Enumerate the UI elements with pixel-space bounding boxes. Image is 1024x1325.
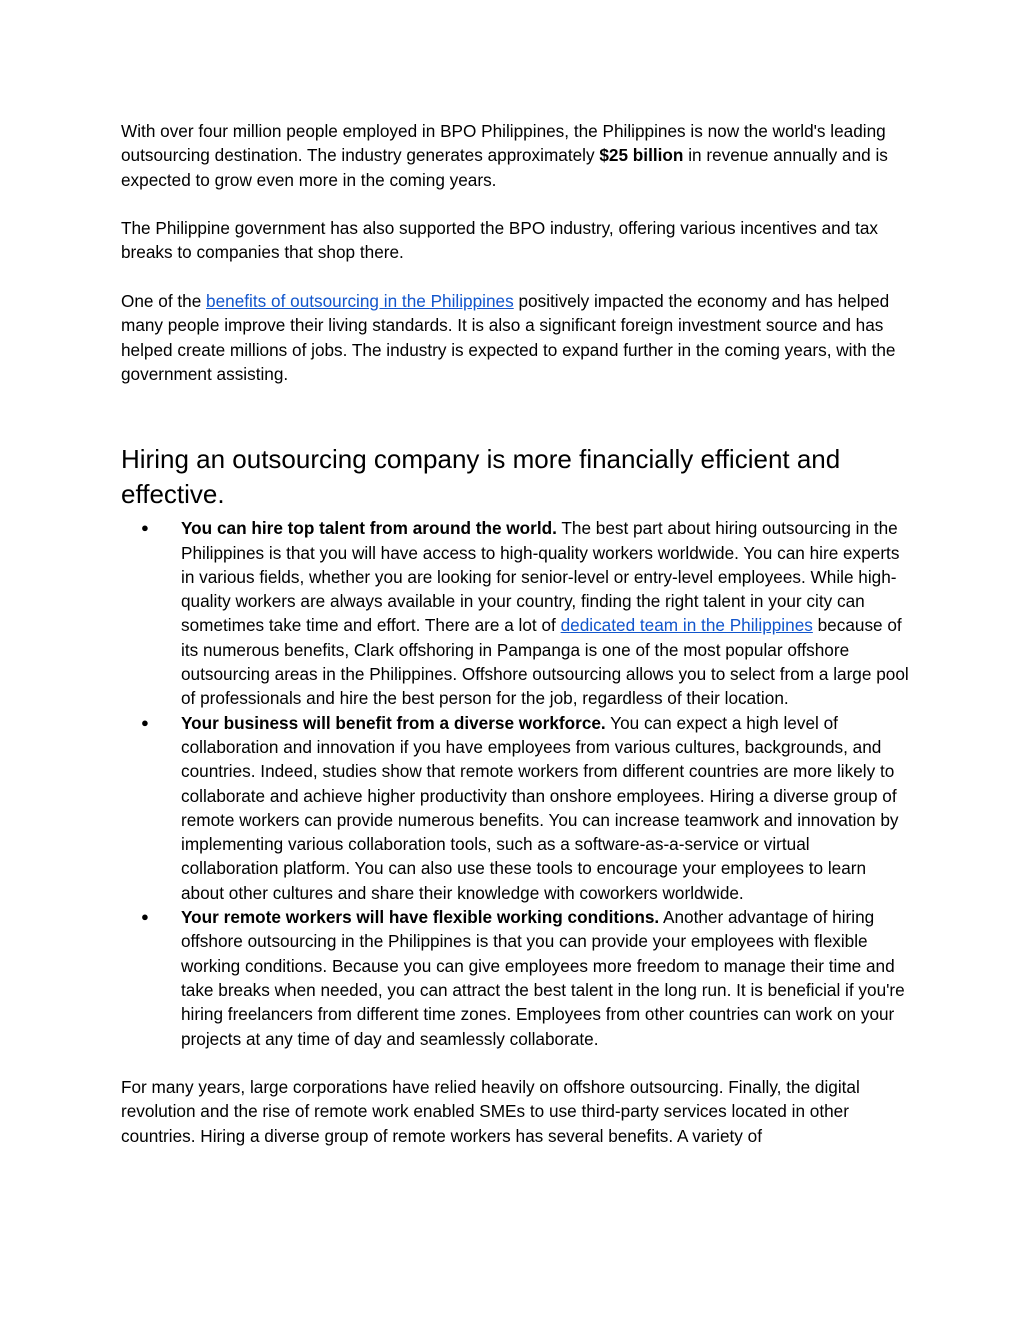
list-item-text: The best part about hiring outsourcing in the Philippines is that you will have access to high-quality workers worldwide. You can hire experts in various fields, whether you are looking for senior-level or entry-level employees. While high-quality workers are always available in your country, finding the right talent in your city can sometimes take time and effort. There are a lot of (181, 518, 900, 636)
closing-paragraph: For many years, large corporations have relied heavily on offshore outsourcing. Finally, the digital revolution and the rise of remote work enabled SMEs to use third-party services located in other countries. Hiring a diverse group of remote workers has several benefits. A variety of (121, 1077, 860, 1146)
intro-text-end: in revenue annually and is expected to grow even more in the coming years. (121, 145, 888, 190)
government-paragraph: The Philippine government has also supported the BPO industry, offering various incentives and tax breaks to companies that shop there. (121, 218, 879, 263)
list-item-text: You can expect a high level of collaboration and innovation if you have employees from various cultures, backgrounds, and countries. Indeed, studies show that remote workers from different countries are more likely to collaborate and achieve higher productivity than onshore employees. Hiring a diverse group of remote workers can provide numerous benefits. You can increase teamwork and innovation by implementing various collaboration tools, such as a software-as-a-service or virtual collaboration platform. You can also use these tools to encourage your employees to learn about other cultures and share their knowledge with coworkers worldwide. (181, 712, 899, 903)
benefits-paragraph (121, 289, 911, 386)
list-item-text: Another advantage of hiring offshore outsourcing in the Philippines is that you can provide your employees with flexible working conditions. Because you can give employees more freedom to manage their time and take breaks when needed, you can attract the best talent in the long run. It is beneficial if you're hiring freelancers from different time zones. Employees from other countries can work on your projects at any time of day and seamlessly collaborate. (181, 907, 905, 1049)
document-page (121, 119, 911, 1148)
bullet-icon: ● (141, 714, 149, 730)
list-item-text-end: because of its numerous benefits, Clark offshoring in Pampanga is one of the most popular offshore outsourcing areas in the Philippines. Offshore outsourcing allows you to select from a large pool of professionals and hire the best person for the job, regardless of their location. (181, 615, 909, 709)
list-item-title: Your business will benefit from a diverse workforce. (181, 712, 606, 733)
intro-text-start: With over four million people employed in BPO Philippines, the Philippines is now the world's leading outsourcing destination. The industry generates approximately (121, 121, 886, 166)
revenue-figure: $25 billion (599, 145, 684, 166)
list-item-title: You can hire top talent from around the world. (181, 518, 557, 539)
benefits-link[interactable]: benefits of outsourcing in the Philippines (206, 291, 514, 312)
dedicated-team-link[interactable]: dedicated team in the Philippines (560, 615, 813, 636)
benefits-text-end: positively impacted the economy and has helped many people improve their living standards. It is also a significant foreign investment source and has helped create millions of jobs. The industry is expected to expand further in the coming years, with the government assisting. (121, 291, 896, 384)
bullet-icon: ● (141, 520, 149, 536)
benefits-list (121, 516, 911, 1051)
section-heading: Hiring an outsourcing company is more financially efficient and effective. (121, 444, 841, 510)
bullet-icon: ● (141, 909, 149, 925)
list-item-diverse-workforce (121, 711, 911, 905)
list-item-top-talent (121, 516, 911, 710)
list-item-title: Your remote workers will have flexible working conditions. (181, 907, 660, 928)
intro-paragraph (121, 119, 911, 192)
benefits-text-start: One of the (121, 291, 207, 312)
list-item-flexible-conditions (121, 905, 911, 1051)
